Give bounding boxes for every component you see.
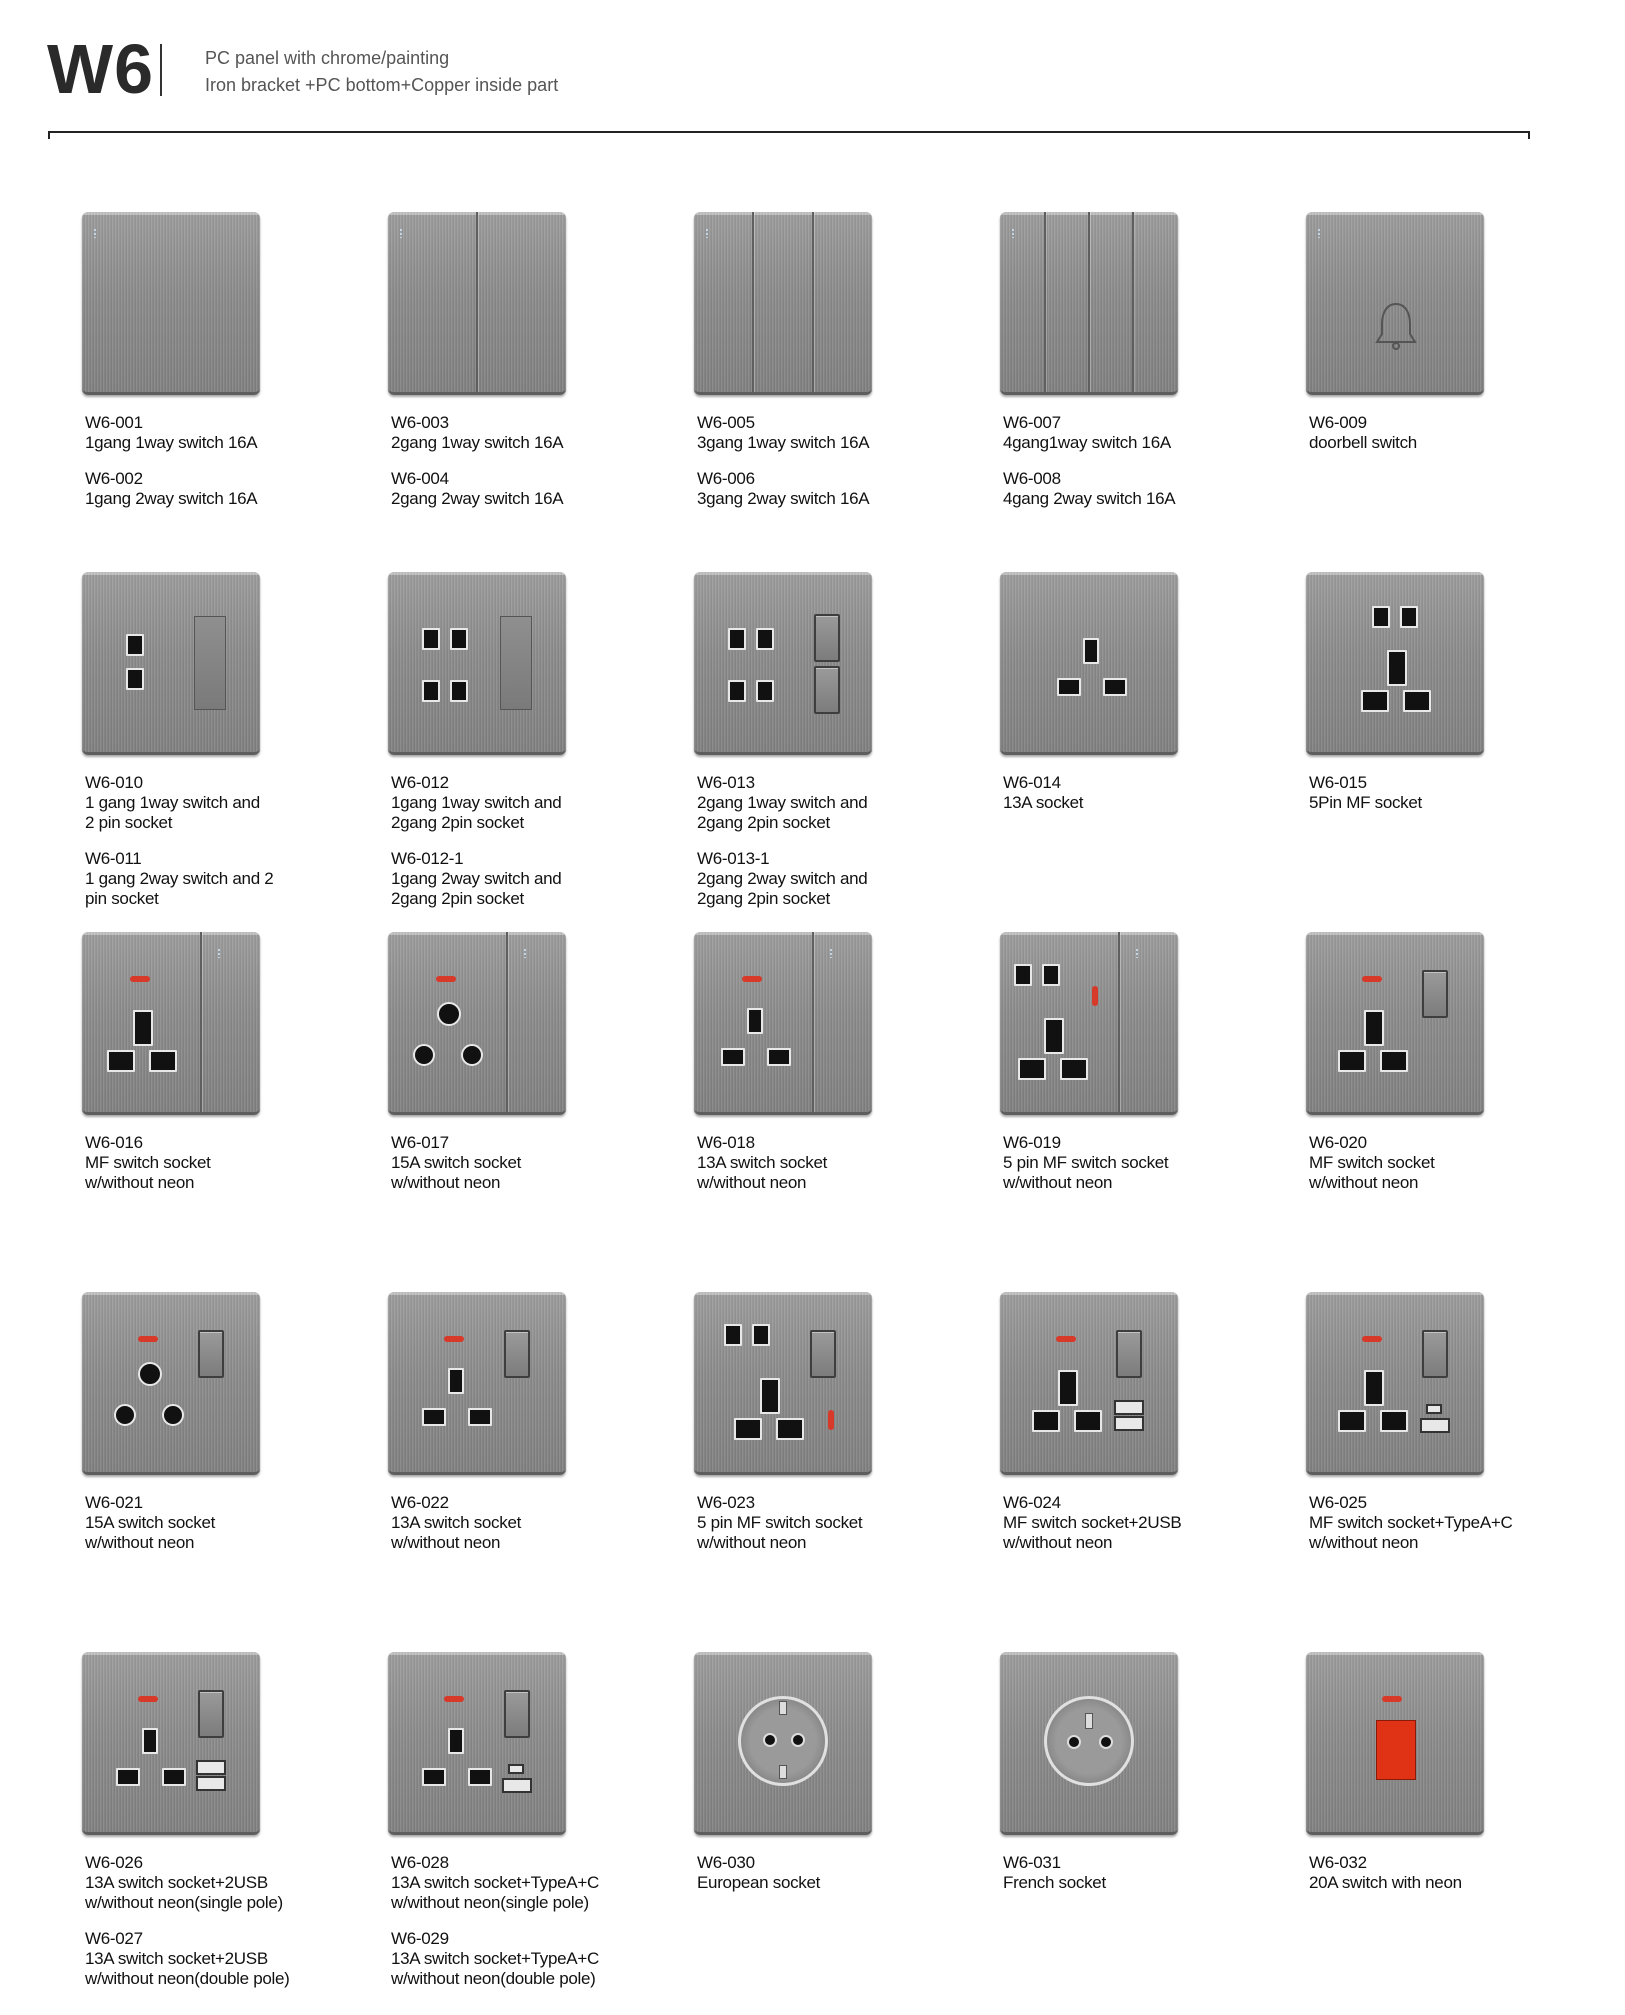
product-code: W6-009 bbox=[1309, 413, 1367, 432]
product-description: 1gang 2way switch and bbox=[391, 869, 562, 888]
round-pin-hole bbox=[114, 1404, 136, 1426]
mf-right-slot bbox=[1060, 1058, 1088, 1080]
product-description: 13A switch socket+TypeA+C bbox=[391, 1949, 599, 1968]
product-cell bbox=[388, 932, 688, 1193]
gang-divider bbox=[1118, 932, 1120, 1112]
product-panel bbox=[82, 212, 260, 395]
earth-pin bbox=[1085, 1713, 1093, 1729]
product-description: 1gang 2way switch 16A bbox=[85, 489, 258, 508]
product-description: w/without neon(single pole) bbox=[85, 1893, 283, 1912]
mf-centre-slot bbox=[1364, 1010, 1384, 1046]
neon-indicator bbox=[138, 1696, 158, 1702]
product-code: W6-012 bbox=[391, 773, 449, 792]
usb-a-port bbox=[1420, 1418, 1450, 1433]
product-description: w/without neon bbox=[1309, 1533, 1419, 1552]
product-description: w/without neon bbox=[1003, 1173, 1113, 1192]
header-rule bbox=[48, 131, 1530, 133]
neon-indicator bbox=[444, 1696, 464, 1702]
product-description: 2gang 2pin socket bbox=[697, 889, 830, 908]
indicator-dots bbox=[1318, 228, 1320, 238]
product-cell bbox=[82, 1652, 382, 1989]
product-panel bbox=[388, 1292, 566, 1475]
french-socket bbox=[1044, 1696, 1134, 1786]
neon-indicator bbox=[130, 976, 150, 982]
two-pin-hole bbox=[450, 628, 468, 650]
product-code: W6-023 bbox=[697, 1493, 755, 1512]
product-description: doorbell switch bbox=[1309, 433, 1417, 452]
product-code: W6-024 bbox=[1003, 1493, 1061, 1512]
two-pin-hole bbox=[422, 628, 440, 650]
product-panel bbox=[388, 932, 566, 1115]
product-label bbox=[85, 1853, 382, 1989]
product-panel bbox=[694, 572, 872, 755]
product-panel bbox=[388, 572, 566, 755]
product-description: 2gang 1way switch 16A bbox=[391, 433, 564, 452]
product-label bbox=[1003, 773, 1300, 813]
label-gap bbox=[391, 1913, 688, 1929]
neon-indicator bbox=[742, 976, 762, 982]
product-label bbox=[1309, 773, 1606, 813]
round-pin-hole bbox=[461, 1044, 483, 1066]
product-description: MF switch socket+2USB bbox=[1003, 1513, 1182, 1532]
product-cell bbox=[1000, 1652, 1300, 1893]
product-description: w/without neon bbox=[85, 1173, 195, 1192]
product-cell bbox=[1306, 932, 1606, 1193]
mf-centre-slot bbox=[1387, 650, 1407, 686]
product-description: 3gang 1way switch 16A bbox=[697, 433, 870, 452]
header-line-1: PC panel with chrome/painting bbox=[205, 48, 450, 68]
product-cell bbox=[1306, 212, 1606, 453]
label-gap bbox=[1003, 453, 1300, 469]
product-label bbox=[391, 773, 688, 909]
two-pin-hole bbox=[126, 634, 144, 656]
product-description: 15A switch socket bbox=[85, 1513, 216, 1532]
two-pin-hole bbox=[728, 628, 746, 650]
rocker-switch bbox=[198, 1690, 224, 1738]
gang-divider bbox=[1044, 212, 1046, 392]
product-panel bbox=[1000, 1652, 1178, 1835]
earth-slot bbox=[747, 1008, 763, 1034]
product-description: 2gang 2way switch 16A bbox=[391, 489, 564, 508]
two-pin-hole bbox=[422, 680, 440, 702]
schuko-socket bbox=[738, 1696, 828, 1786]
neutral-slot bbox=[162, 1768, 186, 1786]
product-description: w/without neon(double pole) bbox=[85, 1969, 290, 1988]
rocker-switch bbox=[504, 1330, 530, 1378]
neon-indicator bbox=[444, 1336, 464, 1342]
product-description: 13A socket bbox=[1003, 793, 1084, 812]
product-code: W6-031 bbox=[1003, 1853, 1061, 1872]
product-code: W6-016 bbox=[85, 1133, 143, 1152]
product-panel bbox=[1306, 572, 1484, 755]
gang-divider bbox=[812, 932, 814, 1112]
mf-left-slot bbox=[1361, 690, 1389, 712]
product-description: w/without neon(double pole) bbox=[391, 1969, 596, 1988]
product-panel bbox=[82, 1292, 260, 1475]
usb-a-port bbox=[196, 1776, 226, 1791]
product-label bbox=[85, 413, 382, 509]
live-slot bbox=[422, 1408, 446, 1426]
product-description: 2gang 2way switch and bbox=[697, 869, 868, 888]
indicator-dots bbox=[400, 228, 402, 238]
indicator-dots bbox=[1012, 228, 1014, 238]
product-panel bbox=[82, 1652, 260, 1835]
two-pin-hole bbox=[1014, 964, 1032, 986]
product-code: W6-001 bbox=[85, 413, 143, 432]
product-code: W6-019 bbox=[1003, 1133, 1061, 1152]
neon-indicator bbox=[436, 976, 456, 982]
product-panel bbox=[388, 1652, 566, 1835]
round-pin-hole bbox=[138, 1362, 162, 1386]
product-label bbox=[1309, 1493, 1606, 1553]
bell-icon bbox=[1372, 300, 1420, 357]
product-description: 5Pin MF socket bbox=[1309, 793, 1422, 812]
product-code: W6-017 bbox=[391, 1133, 449, 1152]
product-panel bbox=[82, 572, 260, 755]
neon-indicator bbox=[1056, 1336, 1076, 1342]
neon-indicator bbox=[138, 1336, 158, 1342]
two-pin-hole bbox=[752, 1324, 770, 1346]
socket-pin bbox=[791, 1733, 805, 1747]
neon-indicator bbox=[1362, 1336, 1382, 1342]
product-label bbox=[697, 773, 994, 909]
product-label bbox=[697, 1853, 994, 1893]
product-description: European socket bbox=[697, 1873, 821, 1892]
rocker-switch bbox=[814, 666, 840, 714]
product-panel bbox=[1000, 1292, 1178, 1475]
mf-centre-slot bbox=[1364, 1370, 1384, 1406]
mf-right-slot bbox=[1403, 690, 1431, 712]
indicator-dots bbox=[524, 948, 526, 958]
two-pin-hole bbox=[756, 680, 774, 702]
product-label bbox=[697, 413, 994, 509]
product-description: MF switch socket+TypeA+C bbox=[1309, 1513, 1513, 1532]
earth-slot bbox=[448, 1728, 464, 1754]
product-label bbox=[1003, 1853, 1300, 1893]
product-cell bbox=[82, 212, 382, 509]
mf-right-slot bbox=[149, 1050, 177, 1072]
product-label bbox=[391, 1853, 688, 1989]
product-label bbox=[1003, 1493, 1300, 1553]
product-description: 1 gang 2way switch and 2 bbox=[85, 869, 274, 888]
mf-left-slot bbox=[107, 1050, 135, 1072]
gang-divider bbox=[752, 212, 754, 392]
socket-pin bbox=[1099, 1735, 1113, 1749]
product-code: W6-032 bbox=[1309, 1853, 1367, 1872]
round-pin-hole bbox=[413, 1044, 435, 1066]
product-code: W6-006 bbox=[697, 469, 755, 488]
product-panel bbox=[1306, 1652, 1484, 1835]
slim-switch bbox=[500, 616, 532, 710]
gang-divider bbox=[1088, 212, 1090, 392]
gang-divider bbox=[1132, 212, 1134, 392]
label-gap bbox=[391, 833, 688, 849]
neutral-slot bbox=[468, 1768, 492, 1786]
mf-left-slot bbox=[1338, 1050, 1366, 1072]
product-cell bbox=[694, 932, 994, 1193]
rocker-switch bbox=[814, 614, 840, 662]
product-panel bbox=[694, 932, 872, 1115]
header-divider bbox=[160, 44, 162, 96]
product-description: 4gang 2way switch 16A bbox=[1003, 489, 1176, 508]
product-cell bbox=[82, 1292, 382, 1553]
two-pin-hole bbox=[728, 680, 746, 702]
label-gap bbox=[391, 453, 688, 469]
product-cell bbox=[1000, 932, 1300, 1193]
product-description: w/without neon bbox=[697, 1173, 807, 1192]
label-gap bbox=[85, 833, 382, 849]
product-label bbox=[1309, 1133, 1606, 1193]
product-cell bbox=[82, 932, 382, 1193]
gang-divider bbox=[200, 932, 202, 1112]
product-description: 2gang 1way switch and bbox=[697, 793, 868, 812]
mf-right-slot bbox=[776, 1418, 804, 1440]
product-panel bbox=[1000, 572, 1178, 755]
product-code: W6-027 bbox=[85, 1929, 143, 1948]
gang-divider bbox=[812, 212, 814, 392]
usb-a-port bbox=[1114, 1416, 1144, 1431]
product-description: 20A switch with neon bbox=[1309, 1873, 1462, 1892]
usb-a-port bbox=[1114, 1400, 1144, 1415]
product-code: W6-005 bbox=[697, 413, 755, 432]
product-description: 1gang 1way switch and bbox=[391, 793, 562, 812]
product-panel bbox=[1000, 932, 1178, 1115]
earth-slot bbox=[1083, 638, 1099, 664]
mf-centre-slot bbox=[760, 1378, 780, 1414]
product-panel bbox=[694, 1292, 872, 1475]
product-code: W6-015 bbox=[1309, 773, 1367, 792]
rocker-switch bbox=[198, 1330, 224, 1378]
product-panel bbox=[388, 212, 566, 395]
product-description: 5 pin MF switch socket bbox=[697, 1513, 863, 1532]
header-line-2: Iron bracket +PC bottom+Copper inside part bbox=[205, 75, 559, 95]
product-cell bbox=[82, 572, 382, 909]
indicator-dots bbox=[706, 228, 708, 238]
product-description: 2gang 2pin socket bbox=[697, 813, 830, 832]
product-description: w/without neon(single pole) bbox=[391, 1893, 589, 1912]
product-description: 4gang1way switch 16A bbox=[1003, 433, 1171, 452]
live-slot bbox=[422, 1768, 446, 1786]
product-code: W6-013-1 bbox=[697, 849, 770, 868]
product-cell bbox=[694, 572, 994, 909]
product-description: 5 pin MF switch socket bbox=[1003, 1153, 1169, 1172]
product-code: W6-025 bbox=[1309, 1493, 1367, 1512]
product-cell bbox=[1000, 1292, 1300, 1553]
socket-pin bbox=[763, 1733, 777, 1747]
neutral-slot bbox=[468, 1408, 492, 1426]
product-cell bbox=[1306, 1652, 1606, 1893]
product-description: 13A switch socket+2USB bbox=[85, 1873, 268, 1892]
mf-right-slot bbox=[1380, 1050, 1408, 1072]
product-label bbox=[697, 1493, 994, 1553]
product-description: w/without neon bbox=[85, 1533, 195, 1552]
product-label bbox=[391, 413, 688, 509]
product-code: W6-026 bbox=[85, 1853, 143, 1872]
product-description: 2gang 2pin socket bbox=[391, 889, 524, 908]
neutral-slot bbox=[1103, 678, 1127, 696]
rocker-switch bbox=[1422, 1330, 1448, 1378]
product-description: 13A switch socket bbox=[391, 1513, 522, 1532]
product-cell bbox=[1306, 1292, 1606, 1553]
earth-clip bbox=[779, 1701, 787, 1715]
earth-slot bbox=[142, 1728, 158, 1754]
gang-divider bbox=[506, 932, 508, 1112]
mf-right-slot bbox=[1074, 1410, 1102, 1432]
live-slot bbox=[116, 1768, 140, 1786]
slim-switch bbox=[194, 616, 226, 710]
product-label bbox=[391, 1493, 688, 1553]
product-description: w/without neon bbox=[1309, 1173, 1419, 1192]
rocker-switch bbox=[1116, 1330, 1142, 1378]
product-description: w/without neon bbox=[1003, 1533, 1113, 1552]
product-panel bbox=[1306, 1292, 1484, 1475]
product-cell bbox=[694, 1292, 994, 1553]
rocker-switch bbox=[504, 1690, 530, 1738]
indicator-dots bbox=[94, 228, 96, 238]
product-description: 13A switch socket bbox=[697, 1153, 828, 1172]
product-label bbox=[85, 1133, 382, 1193]
socket-pin bbox=[1067, 1735, 1081, 1749]
neon-indicator bbox=[1382, 1696, 1402, 1702]
product-cell bbox=[694, 212, 994, 509]
product-code: W6-028 bbox=[391, 1853, 449, 1872]
product-panel bbox=[694, 212, 872, 395]
earth-slot bbox=[448, 1368, 464, 1394]
product-cell bbox=[1000, 212, 1300, 509]
product-label bbox=[1003, 413, 1300, 509]
label-gap bbox=[85, 453, 382, 469]
product-code: W6-014 bbox=[1003, 773, 1061, 792]
product-label bbox=[697, 1133, 994, 1193]
product-cell bbox=[388, 212, 688, 509]
product-code: W6-020 bbox=[1309, 1133, 1367, 1152]
series-code: W6 bbox=[47, 30, 154, 108]
product-description: 13A switch socket+TypeA+C bbox=[391, 1873, 599, 1892]
live-slot bbox=[1057, 678, 1081, 696]
usb-a-port bbox=[502, 1778, 532, 1793]
two-pin-hole bbox=[1400, 606, 1418, 628]
product-cell bbox=[694, 1652, 994, 1893]
indicator-dots bbox=[218, 948, 220, 958]
product-cell bbox=[1306, 572, 1606, 813]
product-description: 1 gang 1way switch and bbox=[85, 793, 260, 812]
product-panel bbox=[1306, 932, 1484, 1115]
mf-left-slot bbox=[1032, 1410, 1060, 1432]
neon-indicator bbox=[828, 1410, 834, 1430]
product-cell bbox=[388, 1652, 688, 1989]
usb-a-port bbox=[196, 1760, 226, 1775]
product-code: W6-012-1 bbox=[391, 849, 464, 868]
product-panel bbox=[1000, 212, 1178, 395]
live-slot bbox=[721, 1048, 745, 1066]
product-code: W6-003 bbox=[391, 413, 449, 432]
product-code: W6-013 bbox=[697, 773, 755, 792]
indicator-dots bbox=[1136, 948, 1138, 958]
two-pin-hole bbox=[1042, 964, 1060, 986]
product-description: w/without neon bbox=[391, 1173, 501, 1192]
red-switch bbox=[1376, 1720, 1416, 1780]
round-pin-hole bbox=[437, 1002, 461, 1026]
neon-indicator bbox=[1092, 986, 1098, 1006]
mf-right-slot bbox=[1380, 1410, 1408, 1432]
product-description: 3gang 2way switch 16A bbox=[697, 489, 870, 508]
product-description: 15A switch socket bbox=[391, 1153, 522, 1172]
usb-c-port bbox=[1426, 1404, 1442, 1414]
product-description: w/without neon bbox=[697, 1533, 807, 1552]
product-code: W6-002 bbox=[85, 469, 143, 488]
product-panel bbox=[1306, 212, 1484, 395]
product-description: 1gang 1way switch 16A bbox=[85, 433, 258, 452]
product-panel bbox=[82, 932, 260, 1115]
product-description: 2 pin socket bbox=[85, 813, 173, 832]
product-code: W6-008 bbox=[1003, 469, 1061, 488]
product-description: 13A switch socket+2USB bbox=[85, 1949, 268, 1968]
earth-clip bbox=[779, 1765, 787, 1779]
product-description: MF switch socket bbox=[1309, 1153, 1435, 1172]
label-gap bbox=[697, 453, 994, 469]
product-label bbox=[1309, 1853, 1606, 1893]
product-code: W6-010 bbox=[85, 773, 143, 792]
product-cell bbox=[388, 572, 688, 909]
label-gap bbox=[697, 833, 994, 849]
gang-divider bbox=[476, 212, 478, 392]
product-cell bbox=[1000, 572, 1300, 813]
product-code: W6-011 bbox=[85, 849, 142, 868]
product-label bbox=[85, 1493, 382, 1553]
product-description: MF switch socket bbox=[85, 1153, 211, 1172]
product-description: 2gang 2pin socket bbox=[391, 813, 524, 832]
product-cell bbox=[388, 1292, 688, 1553]
product-label bbox=[85, 773, 382, 909]
indicator-dots bbox=[830, 948, 832, 958]
product-description: French socket bbox=[1003, 1873, 1106, 1892]
product-code: W6-022 bbox=[391, 1493, 449, 1512]
two-pin-hole bbox=[450, 680, 468, 702]
product-code: W6-018 bbox=[697, 1133, 755, 1152]
mf-left-slot bbox=[734, 1418, 762, 1440]
product-code: W6-029 bbox=[391, 1929, 449, 1948]
mf-left-slot bbox=[1018, 1058, 1046, 1080]
two-pin-hole bbox=[126, 668, 144, 690]
neutral-slot bbox=[767, 1048, 791, 1066]
neon-indicator bbox=[1362, 976, 1382, 982]
product-code: W6-021 bbox=[85, 1493, 143, 1512]
two-pin-hole bbox=[756, 628, 774, 650]
label-gap bbox=[85, 1913, 382, 1929]
product-code: W6-004 bbox=[391, 469, 449, 488]
rocker-switch bbox=[1422, 970, 1448, 1018]
two-pin-hole bbox=[1372, 606, 1390, 628]
product-description: pin socket bbox=[85, 889, 159, 908]
rocker-switch bbox=[810, 1330, 836, 1378]
product-label bbox=[1003, 1133, 1300, 1193]
mf-centre-slot bbox=[133, 1010, 153, 1046]
product-label bbox=[391, 1133, 688, 1193]
two-pin-hole bbox=[724, 1324, 742, 1346]
round-pin-hole bbox=[162, 1404, 184, 1426]
product-description: w/without neon bbox=[391, 1533, 501, 1552]
usb-c-port bbox=[508, 1764, 524, 1774]
product-label bbox=[1309, 413, 1606, 453]
mf-left-slot bbox=[1338, 1410, 1366, 1432]
product-panel bbox=[694, 1652, 872, 1835]
mf-centre-slot bbox=[1058, 1370, 1078, 1406]
mf-centre-slot bbox=[1044, 1018, 1064, 1054]
product-code: W6-030 bbox=[697, 1853, 755, 1872]
product-code: W6-007 bbox=[1003, 413, 1061, 432]
